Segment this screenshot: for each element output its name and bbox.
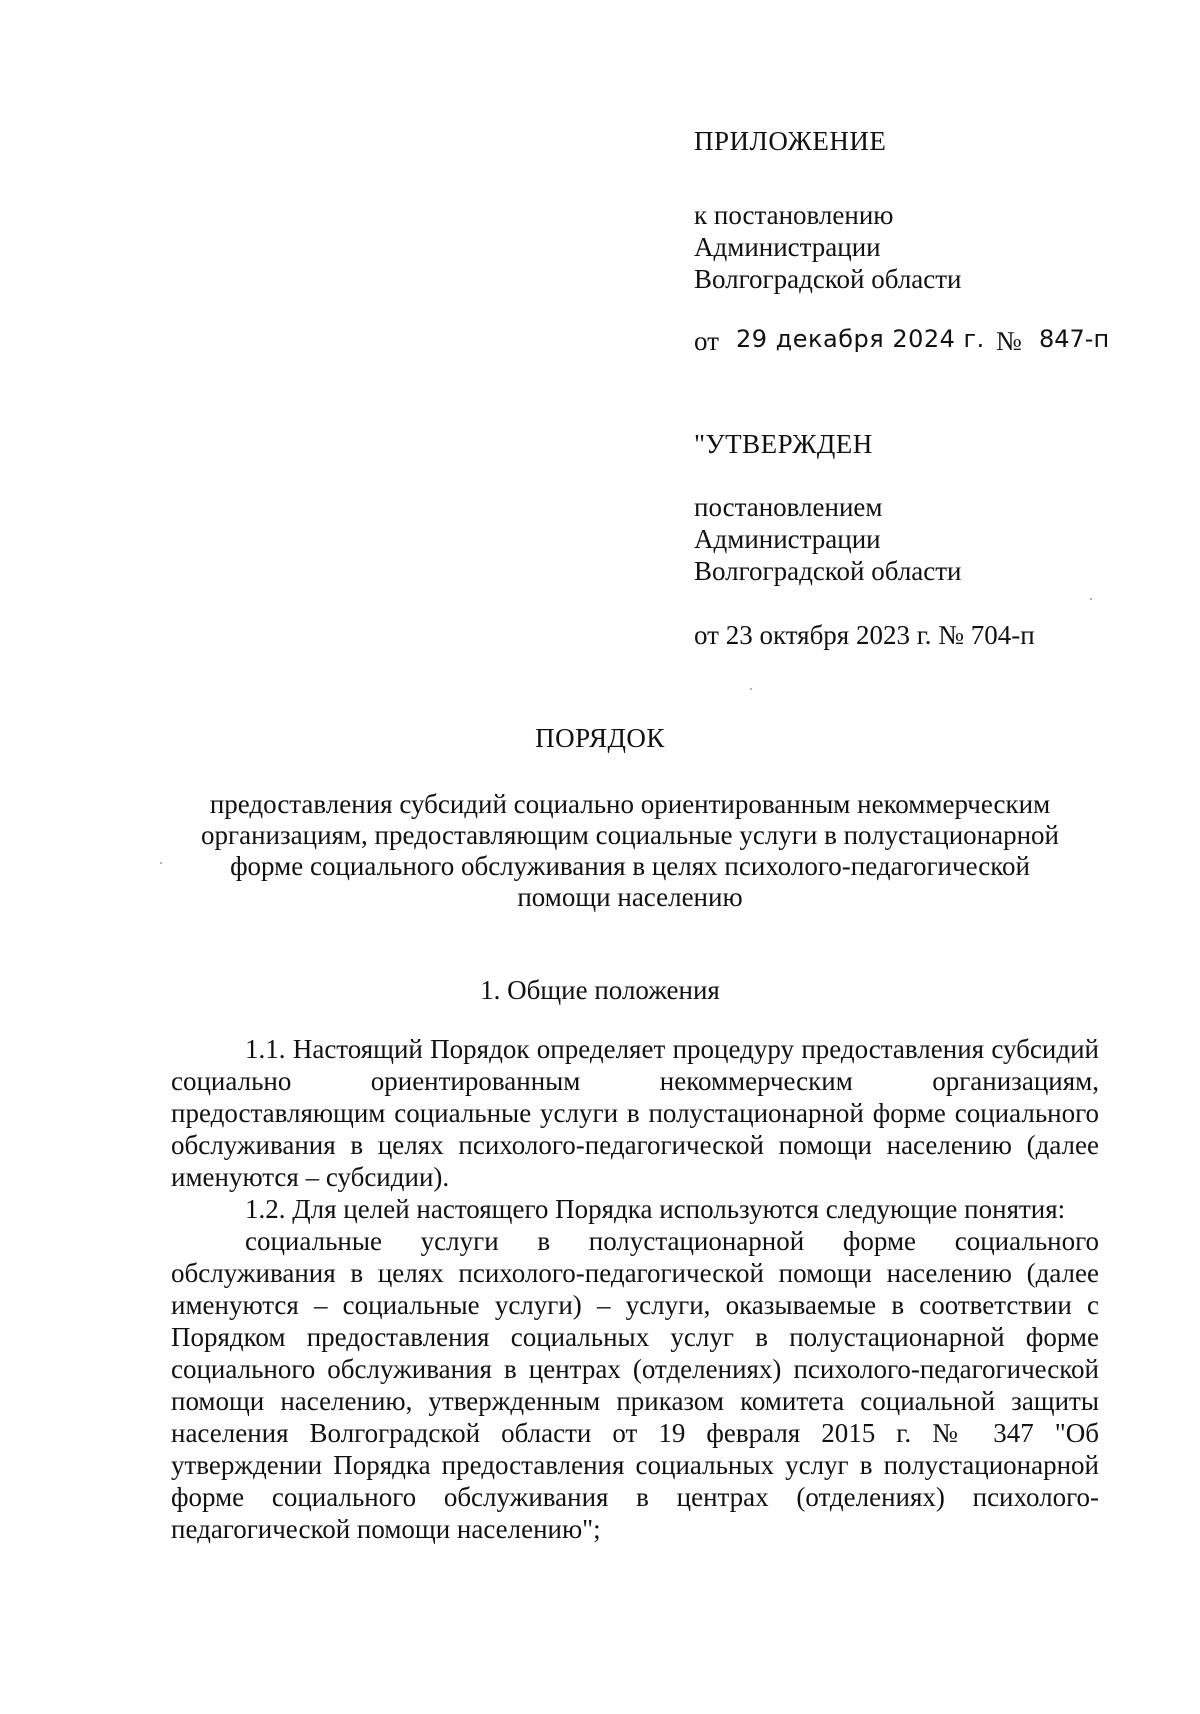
approval-line-3: Волгоградской области	[694, 556, 962, 586]
paragraph-definition: социальные услуги в полустационарной форме социального обслуживания в целях психолого-педагогической помощи населению (далее именуются – социальные услуги) – услуги, оказываемые в соответствии с Порядком предоставления социальных услуг в полустационарной форме социального обслуживания в центрах (отделениях) психолого-педагогической помощи населению, утвержденным приказом комитета социальной защиты населения Волгоградской области от 19 февраля 2015 г. № 347 "Об утверждении Порядка предоставления социальных услуг в полустационарной форме социального обслуживания в центрах (отделениях) психолого-педагогической помощи населению";	[171, 1226, 1099, 1544]
section-heading: 1. Общие положения	[480, 975, 720, 1005]
appendix-date-row	[694, 323, 1154, 355]
subtitle-line: организациям, предоставляющим социальные услуги в полустационарной	[201, 820, 1059, 850]
handwritten-date: 29 декабря 2024 г.	[736, 325, 985, 353]
approval-line-1: постановлением	[694, 492, 883, 522]
appendix-heading: ПРИЛОЖЕНИЕ	[694, 126, 887, 156]
subtitle-line: форме социального обслуживания в целях психолого-педагогической	[230, 851, 1030, 881]
appendix-line-2: Администрации	[694, 232, 881, 262]
appendix-block	[694, 125, 1154, 355]
date-prefix: от	[694, 326, 719, 356]
document-subtitle	[170, 789, 1090, 913]
subtitle-line: предоставления субсидий социально ориентированным некоммерческим	[209, 789, 1051, 819]
approval-block	[694, 428, 1154, 651]
approval-line-2: Администрации	[694, 524, 881, 554]
document-body	[171, 1033, 1099, 1545]
handwritten-number: 847-п	[1039, 325, 1110, 353]
document-title: ПОРЯДОК	[535, 723, 665, 753]
scan-speck	[160, 862, 162, 864]
number-prefix: №	[996, 326, 1022, 356]
appendix-line-1: к постановлению	[694, 200, 894, 230]
scan-speck	[1090, 598, 1092, 600]
approval-date: от 23 октября 2023 г. № 704-п	[694, 620, 1035, 650]
subtitle-line: помощи населению	[517, 882, 743, 912]
appendix-line-3: Волгоградской области	[694, 264, 962, 294]
paragraph-1-2: 1.2. Для целей настоящего Порядка используются следующие понятия:	[245, 1194, 1066, 1224]
paragraph-1-1: 1.1. Настоящий Порядок определяет процедуру предоставления субсидий социально ориентированным некоммерческим организациям, предоставляющим социальные услуги в полустационарной форме социального обслуживания в целях психолого-педагогической помощи населению (далее именуются – субсидии).	[171, 1034, 1099, 1192]
scan-speck	[750, 688, 752, 690]
approval-heading: "УТВЕРЖДЕН	[694, 429, 873, 459]
